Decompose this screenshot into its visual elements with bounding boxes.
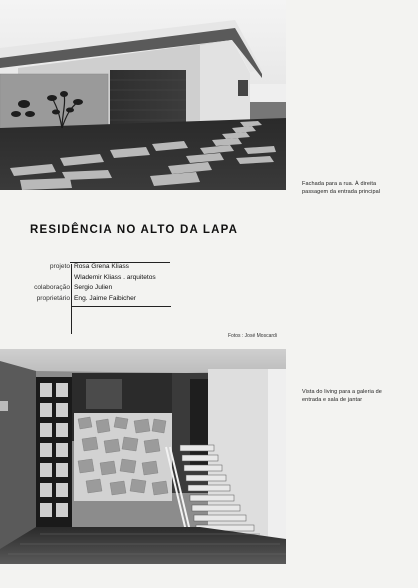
credit-role: colaboração — [34, 284, 70, 291]
facade-caption — [302, 181, 414, 196]
facade-photo — [0, 0, 286, 190]
credit-row-proprietario — [20, 294, 220, 305]
interior-caption — [302, 389, 414, 404]
credit-role: projeto — [49, 263, 70, 270]
credits-block — [20, 262, 220, 304]
interior-photo — [0, 349, 286, 564]
photo-credit: Fotos : José Moscardi — [228, 333, 277, 339]
credit-row-projeto — [20, 262, 220, 283]
credit-role: proprietário — [36, 294, 70, 302]
credit-name: Wlademir Kliass . arquitetos — [74, 273, 156, 281]
credit-name: Eng. Jaime Faibicher — [74, 294, 136, 302]
facade-caption-line: Fachada para a rua. À direita — [302, 181, 377, 187]
credit-name: Rosa Grena Kliass — [74, 263, 129, 270]
interior-caption-line: Vista do living para a galeria de — [302, 389, 382, 395]
article-title: RESIDÊNCIA NO ALTO DA LAPA — [30, 224, 239, 236]
credit-row-colaboracao — [20, 283, 220, 294]
credits-rule-bottom — [71, 306, 171, 307]
credit-name: Sergio Julien — [74, 284, 113, 291]
facade-caption-line: passagem da entrada principal — [302, 188, 381, 195]
interior-caption-line: entrada e sala de jantar — [302, 396, 363, 403]
